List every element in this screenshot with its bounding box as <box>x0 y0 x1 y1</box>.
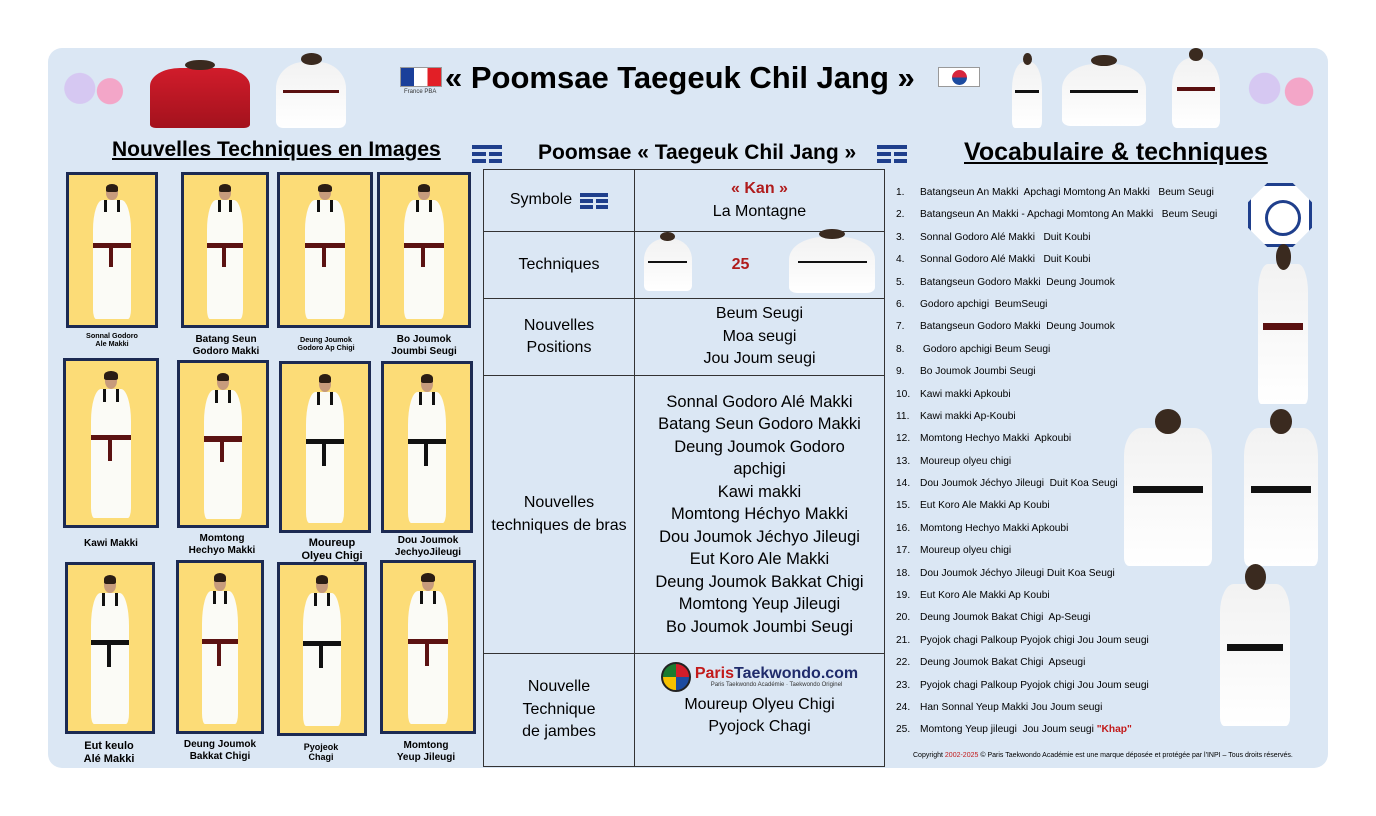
vocabulary-item-number: 19. <box>896 590 911 602</box>
trigram-kan-icon <box>472 145 502 163</box>
technique-photo-caption: Momtong Yeup Jileugi <box>396 740 456 763</box>
fighter-right-icon <box>1012 62 1042 128</box>
vocabulary-item <box>896 316 1226 338</box>
jambes-technique-item: Pyojock Chagi <box>708 718 811 735</box>
france-flag-icon <box>400 67 442 87</box>
kick-pair-right-icon <box>1062 64 1146 126</box>
vocabulary-item <box>896 272 1226 294</box>
technique-photo-caption: Sonnal Godoro Ale Makki <box>86 331 138 349</box>
vocabulary-item-text: Momtong Yeup jileugi Jou Joum seugi <box>920 724 1097 736</box>
row-positions <box>484 299 884 376</box>
vocabulary-item <box>896 227 1226 249</box>
row-symbole <box>484 170 884 232</box>
vocabulary-item-number: 3. <box>896 231 905 243</box>
technique-photo-caption: Deung Joumok Godoro Ap Chigi <box>297 335 355 353</box>
vocabulary-item <box>896 652 1226 674</box>
bras-technique-item: Deung Joumok Godoro <box>674 437 845 456</box>
bras-technique-item: Deung Joumok Bakkat Chigi <box>655 572 864 591</box>
technique-photo-caption: Deung Joumok Bakkat Chigi <box>183 739 257 762</box>
technique-photo <box>177 360 269 528</box>
vocabulary-item-number: 17. <box>896 545 911 557</box>
vocabulary-item-number: 25. <box>896 724 911 736</box>
vocabulary-item-text: Pyojok chagi Palkoup Pyojok chigi Jou Joum seugi <box>920 634 1149 646</box>
positions-list <box>635 299 884 375</box>
bras-technique-item: apchigi <box>733 460 786 479</box>
trigram-kan-icon <box>580 193 608 209</box>
copyright-notice: Copyright 2002-2025 © Paris Taekwondo Académie est une marque déposée et protégée par l'INPI – Tous droits réservés. <box>913 752 1293 759</box>
vocabulary-item <box>896 361 1226 383</box>
vocabulary-item-number: 23. <box>896 679 911 691</box>
mascot-left-icon <box>54 66 140 122</box>
vocabulary-item-number: 24. <box>896 701 911 713</box>
bras-technique-item: Momtong Héchyo Makki <box>671 505 848 524</box>
paris-taekwondo-logo <box>661 662 858 692</box>
vocabulary-item-number: 1. <box>896 187 905 198</box>
vocabulary-item-text: Dou Joumok Jéchyo Jileugi Duit Koa Seugi <box>920 567 1115 579</box>
vocabulary-item-text: Batangseun An Makki - Apchagi Momtong An Makki Beum Seugi <box>920 209 1218 221</box>
girl-block-icon <box>1244 428 1318 566</box>
vocabulary-item-text: Sonnal Godoro Alé Makki Duit Koubi <box>920 231 1091 243</box>
technique-photo-caption: Moureup Olyeu Chigi <box>301 537 363 562</box>
girl-ready-stance-icon <box>1258 264 1308 404</box>
positions-label: Nouvelles Positions <box>484 299 635 375</box>
technique-photo <box>176 560 264 734</box>
vocabulary-item <box>896 204 1226 226</box>
vocabulary-item-number: 5. <box>896 276 905 288</box>
bras-technique-item: Kawi makki <box>717 482 802 501</box>
vocabulary-item-number: 13. <box>896 455 911 467</box>
girl-scissor-block-icon <box>1124 428 1212 566</box>
logo-subtitle: Paris Taekwondo Académie · Taekwondo Originel <box>710 682 843 688</box>
technique-photo-caption: Dou Joumok JechyoJileugi <box>394 535 462 558</box>
left-section-title: Nouvelles Techniques en Images <box>112 138 441 161</box>
vocabulary-item-text: Deung Joumok Bakat Chigi Ap-Seugi <box>920 612 1091 624</box>
trigram-kan-icon <box>877 145 907 163</box>
vocabulary-item-number: 6. <box>896 298 905 310</box>
technique-photo-caption: Bo Joumok Joumbi Seugi <box>391 334 457 357</box>
technique-photo <box>381 361 473 533</box>
vocabulary-item-number: 15. <box>896 500 911 512</box>
vocabulary-item <box>896 719 1226 741</box>
kneeling-fighter-icon <box>150 68 250 128</box>
techniques-label: Techniques <box>484 232 635 298</box>
vocabulary-item <box>896 630 1226 652</box>
flying-kick-icon <box>1172 58 1220 128</box>
logo-name-taekwondo: Taekwondo <box>733 665 821 682</box>
bras-technique-item: Momtong Yeup Jileugi <box>678 595 841 614</box>
technique-photo <box>65 562 155 734</box>
jambes-label: Nouvelle Technique de jambes <box>484 654 635 766</box>
vocabulary-item-text: Pyojok chagi Palkoup Pyojok chigi Jou Joum seugi <box>920 679 1149 691</box>
vocabulary-item-number: 4. <box>896 254 905 266</box>
bras-technique-item: Batang Seun Godoro Makki <box>658 415 861 434</box>
khap-label: "Khap" <box>1096 724 1132 736</box>
bras-label: Nouvelles techniques de bras <box>484 376 635 653</box>
position-item: Moa seugi <box>722 327 797 345</box>
vocabulary-item-number: 12. <box>896 433 911 445</box>
vocabulary-item-number: 20. <box>896 612 911 624</box>
vocabulary-item <box>896 339 1226 361</box>
technique-photo <box>279 361 371 533</box>
row-jambes <box>484 654 884 766</box>
bras-list <box>635 376 884 653</box>
vocabulary-item-number: 21. <box>896 634 911 646</box>
vocabulary-item-number: 16. <box>896 522 911 534</box>
technique-photo <box>380 560 476 734</box>
vocabulary-item-number: 2. <box>896 209 905 221</box>
jambes-technique-item: Moureup Olyeu Chigi <box>684 696 835 713</box>
taekwondo-emblem-icon <box>661 662 691 692</box>
vocabulary-item <box>896 294 1226 316</box>
flag-caption: France PBA <box>404 89 437 95</box>
boy-punch-icon <box>1220 584 1290 726</box>
vocabulary-item-number: 9. <box>896 366 905 378</box>
technique-photo <box>66 172 158 328</box>
vocabulary-item-text: Kawi makki Apkoubi <box>920 388 1011 400</box>
jambes-list <box>684 694 834 738</box>
vocabulary-item <box>896 675 1226 697</box>
vocabulary-item-text: Batangseun An Makki Apchagi Momtong An Makki Beum Seugi <box>920 187 1214 198</box>
techniques-count: 25 <box>731 255 750 273</box>
vocabulary-item-text: Deung Joumok Bakat Chigi Apseugi <box>920 657 1086 669</box>
row-bras <box>484 376 884 654</box>
bras-technique-item: Dou Joumok Jéchyo Jileugi <box>659 527 860 546</box>
vocabulary-item-text: Bo Joumok Joumbi Seugi <box>920 366 1036 378</box>
technique-photo-caption: Pyojeok Chagi <box>303 742 339 763</box>
symbole-label: Symbole <box>509 191 573 209</box>
vocabulary-item-number: 22. <box>896 657 911 669</box>
vocabulary-item <box>896 585 1226 607</box>
vocabulary-item-text: Batangseun Godoro Makki Deung Joumok <box>920 321 1115 333</box>
poomsae-table <box>483 169 885 767</box>
vocabulary-item-number: 14. <box>896 478 911 490</box>
vocabulary-item <box>896 697 1226 719</box>
right-section-title: Vocabulaire & techniques <box>964 138 1268 166</box>
logo-name-com: .com <box>820 665 859 682</box>
kicking-pair-icon <box>276 62 346 128</box>
vocabulary-item-text: Godoro apchigi Beum Seugi <box>920 343 1051 355</box>
technique-photo-caption: Eut keulo Alé Makki <box>83 740 135 765</box>
technique-photo-caption: Momtong Hechyo Makki <box>188 533 256 556</box>
bras-technique-item: Bo Joumok Joumbi Seugi <box>665 617 854 636</box>
vocabulary-item-number: 10. <box>896 388 911 400</box>
vocabulary-item-text: Batangseun Godoro Makki Deung Joumok <box>920 276 1115 288</box>
copyright-years: 2002-2025 <box>944 752 979 759</box>
technique-photo-caption: Kawi Makki <box>84 538 138 549</box>
fighters-left-icon <box>644 239 692 291</box>
position-item: Jou Joum seugi <box>703 350 816 368</box>
technique-photo-caption: Batang Seun Godoro Makki <box>192 334 260 357</box>
vocabulary-item <box>896 182 1226 204</box>
vocabulary-item <box>896 249 1226 271</box>
vocabulary-item-text: Momtong Hechyo Makki Apkoubi <box>920 433 1072 445</box>
korea-flag-icon <box>938 67 980 87</box>
vocabulary-item-text: Kawi makki Ap-Koubi <box>920 410 1016 422</box>
vocabulary-item-text: Moureup olyeu chigi <box>920 545 1012 557</box>
middle-section-title: Poomsae « Taegeuk Chil Jang » <box>538 141 857 164</box>
bras-technique-item: Sonnal Godoro Alé Makki <box>666 392 853 411</box>
vocabulary-item <box>896 607 1226 629</box>
technique-photo <box>277 562 367 736</box>
symbole-meaning: La Montagne <box>712 202 807 220</box>
position-item: Beum Seugi <box>715 305 804 323</box>
vocabulary-item-text: Eut Koro Ale Makki Ap Koubi <box>920 500 1050 512</box>
mascot-right-icon <box>1240 62 1322 128</box>
vocabulary-item-number: 7. <box>896 321 905 333</box>
bras-technique-item: Eut Koro Ale Makki <box>689 550 830 569</box>
page-title: « Poomsae Taegeuk Chil Jang » <box>445 60 915 95</box>
vocabulary-item-text: Han Sonnal Yeup Makki Jou Joum seugi <box>920 701 1103 713</box>
technique-photo <box>63 358 159 528</box>
vocabulary-item <box>896 384 1226 406</box>
fighters-right-icon <box>789 237 875 293</box>
vocabulary-item-number: 11. <box>896 410 910 422</box>
vocabulary-item-text: Moureup olyeu chigi <box>920 455 1012 467</box>
row-techniques <box>484 232 884 299</box>
vocabulary-item-number: 8. <box>896 343 905 355</box>
symbole-name: « Kan » <box>731 180 788 198</box>
technique-photo <box>377 172 471 328</box>
technique-photo <box>277 172 373 328</box>
vocabulary-item-text: Sonnal Godoro Alé Makki Duit Koubi <box>920 254 1091 266</box>
technique-photo <box>181 172 269 328</box>
vocabulary-item-text: Eut Koro Ale Makki Ap Koubi <box>920 590 1050 602</box>
vocabulary-item-text: Momtong Hechyo Makki Apkoubi <box>920 522 1069 534</box>
vocabulary-item-text: Godoro apchigi BeumSeugi <box>920 298 1048 310</box>
vocabulary-item-number: 18. <box>896 567 911 579</box>
vocabulary-item-text: Dou Joumok Jéchyo Jileugi Duit Koa Seugi <box>920 478 1118 490</box>
logo-name-paris: Paris <box>694 665 734 682</box>
